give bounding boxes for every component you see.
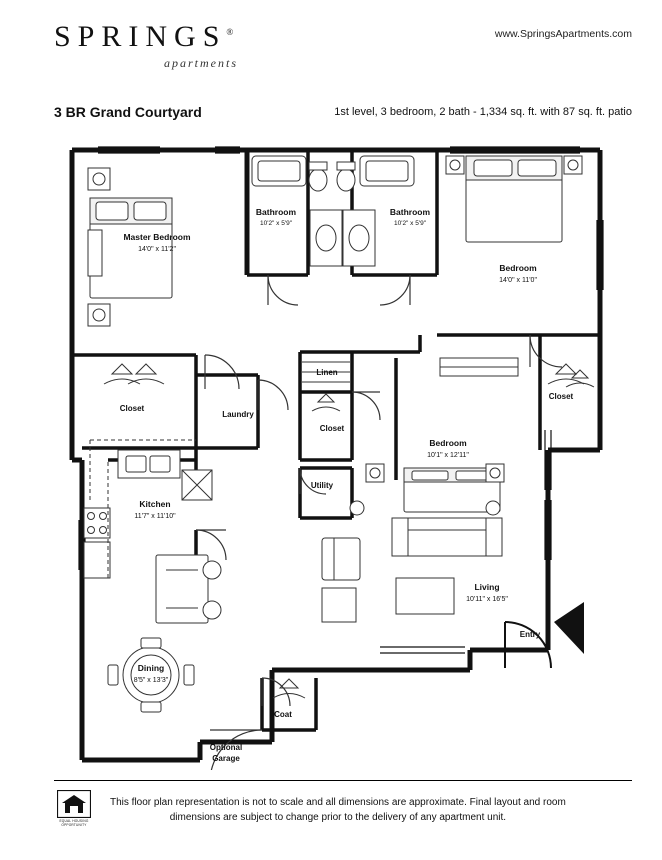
disclaimer-line-2: dimensions are subject to change prior to the delivery of any apartment unit.: [169, 811, 507, 823]
room-dims-bedroom-center: 10'1" x 12'11": [427, 452, 469, 459]
disclaimer-line-1: This floor plan representation is not to scale and all dimensions are approximate. Final layout and room: [110, 797, 566, 808]
brand-subtitle: apartments: [164, 56, 238, 70]
disclaimer-text: [110, 790, 566, 825]
room-dims-living: 10'11" x 16'5": [466, 596, 508, 603]
room-label-closet-left: Closet: [119, 404, 145, 413]
brand-name-text: SPRINGS: [54, 20, 227, 53]
page-title: 3 BR Grand Courtyard: [54, 104, 202, 120]
room-label-living: Living: [474, 582, 500, 592]
room-dims-bathroom-left: 10'2" x 5'9": [259, 220, 293, 227]
room-dims-bedroom-right: 14'0" x 11'0": [499, 277, 537, 284]
room-label-bathroom-left: Bathroom: [255, 207, 297, 217]
room-dims-dining: 8'5" x 13'3": [133, 677, 169, 684]
room-dims-bathroom-right: 10'2" x 5'9": [393, 220, 427, 227]
room-label-optional-garage-line1: Optional: [209, 743, 243, 752]
room-label-kitchen: Kitchen: [139, 499, 171, 509]
room-label-utility: Utility: [310, 481, 334, 490]
room-label-linen: Linen: [316, 368, 338, 377]
room-label-coat: Coat: [274, 710, 292, 719]
footer: [54, 790, 632, 827]
brand-logo: [54, 22, 284, 71]
room-label-closet-right: Closet: [548, 392, 574, 401]
room-label-closet-center: Closet: [319, 424, 345, 433]
room-label-bathroom-right: Bathroom: [389, 207, 431, 217]
brand-name: [54, 22, 284, 52]
eho-label: EQUAL HOUSING OPPORTUNITY: [59, 819, 89, 827]
room-label-entry: Entry: [519, 630, 541, 639]
floorplan-drawing: [0, 130, 662, 770]
room-label-dining: Dining: [137, 663, 165, 673]
room-label-optional-garage-line2: Garage: [212, 754, 240, 763]
plan-specs: 1st level, 3 bedroom, 2 bath - 1,334 sq. ft. with 87 sq. ft. patio: [334, 106, 632, 118]
room-label-master-bedroom: Master Bedroom: [123, 232, 191, 242]
equal-housing-opportunity-icon: [54, 790, 94, 827]
room-dims-master-bedroom: 14'0" x 11'2": [138, 246, 176, 253]
brand-trademark: ®: [226, 27, 234, 37]
room-label-bedroom-center: Bedroom: [429, 438, 467, 448]
room-label-laundry: Laundry: [222, 410, 254, 419]
footer-divider: [54, 780, 632, 781]
room-dims-kitchen: 11'7" x 11'10": [134, 513, 176, 520]
website-url[interactable]: www.SpringsApartments.com: [494, 28, 632, 40]
room-label-bedroom-right: Bedroom: [499, 263, 537, 273]
